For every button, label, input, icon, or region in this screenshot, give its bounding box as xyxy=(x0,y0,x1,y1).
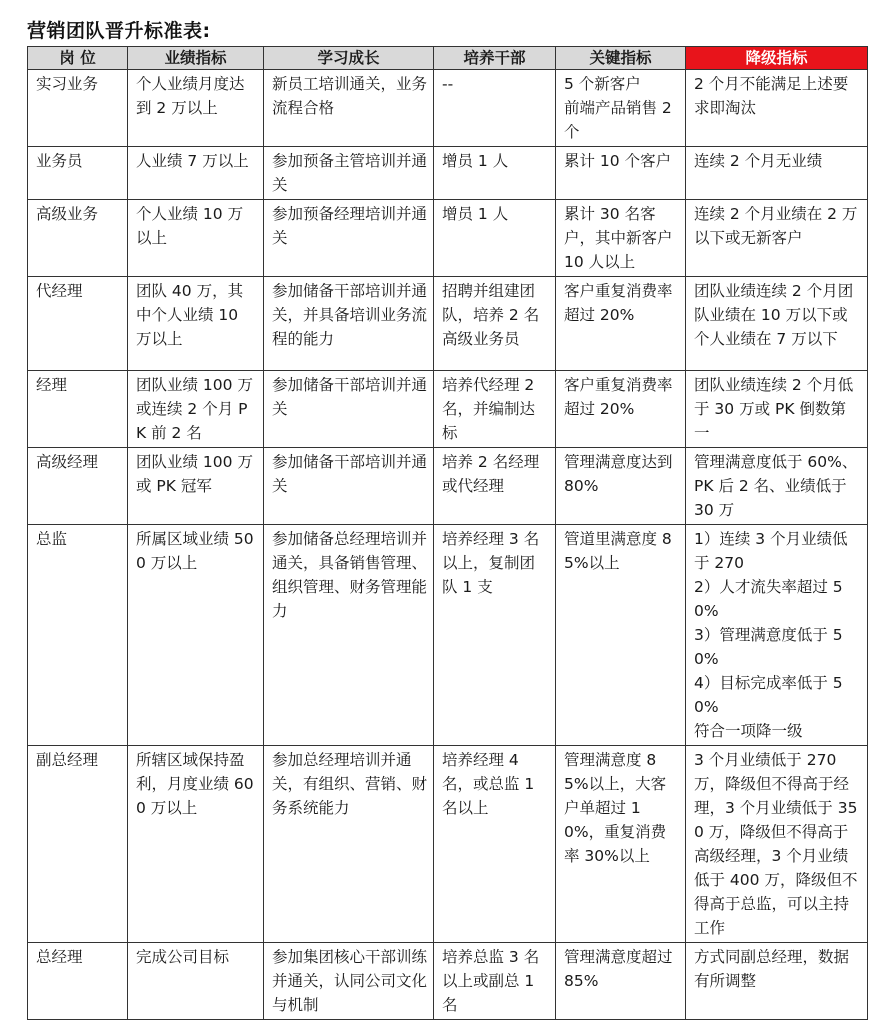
cell-cadre-training: 培养 2 名经理或代经理 xyxy=(434,448,556,525)
table-row xyxy=(28,371,868,448)
header-row xyxy=(28,47,868,70)
cell-key-metrics: 客户重复消费率超过 20% xyxy=(556,371,686,448)
cell-performance: 个人业绩月度达到 2 万以上 xyxy=(128,70,264,147)
cell-demotion: 方式同副总经理，数据有所调整 xyxy=(686,943,868,1020)
cell-cadre-training: 培养总监 3 名以上或副总 1 名 xyxy=(434,943,556,1020)
cell-key-metrics: 管理满意度 85%以上，大客户单超过 10%，重复消费率 30%以上 xyxy=(556,746,686,943)
table-row xyxy=(28,448,868,525)
cell-position: 总监 xyxy=(28,525,128,746)
cell-learning: 参加储备干部培训并通关，并具备培训业务流程的能力 xyxy=(264,277,434,371)
cell-demotion: 1）连续 3 个月业绩低于 270 2）人才流失率超过 50% 3）管理满意度低于 50% 4）目标完成率低于 50% 符合一项降一级 xyxy=(686,525,868,746)
cell-performance: 团队业绩 100 万或 PK 冠军 xyxy=(128,448,264,525)
cell-cadre-training: 培养代经理 2 名，并编制达标 xyxy=(434,371,556,448)
cell-cadre-training: 增员 1 人 xyxy=(434,147,556,200)
cell-demotion: 管理满意度低于 60%、PK 后 2 名、业绩低于 30 万 xyxy=(686,448,868,525)
cell-key-metrics: 5 个新客户 前端产品销售 2 个 xyxy=(556,70,686,147)
header-learning: 学习成长 xyxy=(264,47,434,70)
cell-performance: 个人业绩 10 万以上 xyxy=(128,200,264,277)
header-position: 岗 位 xyxy=(28,47,128,70)
table-body xyxy=(28,70,868,1020)
cell-demotion: 团队业绩连续 2 个月团队业绩在 10 万以下或个人业绩在 7 万以下 xyxy=(686,277,868,371)
cell-position: 高级业务 xyxy=(28,200,128,277)
table-row xyxy=(28,277,868,371)
cell-performance: 所属区域业绩 500 万以上 xyxy=(128,525,264,746)
cell-key-metrics: 累计 10 个客户 xyxy=(556,147,686,200)
cell-demotion: 连续 2 个月无业绩 xyxy=(686,147,868,200)
table-row xyxy=(28,70,868,147)
cell-position: 高级经理 xyxy=(28,448,128,525)
header-key-metrics: 关键指标 xyxy=(556,47,686,70)
cell-learning: 参加储备总经理培训并通关，具备销售管理、组织管理、财务管理能力 xyxy=(264,525,434,746)
cell-key-metrics: 管理满意度达到 80% xyxy=(556,448,686,525)
cell-key-metrics: 客户重复消费率超过 20% xyxy=(556,277,686,371)
table-row xyxy=(28,943,868,1020)
cell-performance: 团队 40 万，其中个人业绩 10 万以上 xyxy=(128,277,264,371)
cell-learning: 参加预备经理培训并通关 xyxy=(264,200,434,277)
cell-position: 副总经理 xyxy=(28,746,128,943)
table-row xyxy=(28,200,868,277)
cell-demotion: 2 个月不能满足上述要求即淘汰 xyxy=(686,70,868,147)
table-row xyxy=(28,746,868,943)
cell-performance: 所辖区域保持盈利，月度业绩 600 万以上 xyxy=(128,746,264,943)
cell-cadre-training: 招聘并组建团队，培养 2 名高级业务员 xyxy=(434,277,556,371)
header-cadre-training: 培养干部 xyxy=(434,47,556,70)
cell-demotion: 3 个月业绩低于 270 万，降级但不得高于经理，3 个月业绩低于 350 万，降级但不得高于高级经理，3 个月业绩低于 400 万，降级但不得高于总监，可以主持工作 xyxy=(686,746,868,943)
cell-performance: 团队业绩 100 万或连续 2 个月 PK 前 2 名 xyxy=(128,371,264,448)
cell-learning: 参加总经理培训并通关，有组织、营销、财务系统能力 xyxy=(264,746,434,943)
cell-learning: 参加储备干部培训并通关 xyxy=(264,371,434,448)
header-demotion: 降级指标 xyxy=(686,47,868,70)
cell-position: 经理 xyxy=(28,371,128,448)
cell-key-metrics: 累计 30 名客户，其中新客户 10 人以上 xyxy=(556,200,686,277)
cell-position: 代经理 xyxy=(28,277,128,371)
cell-learning: 新员工培训通关，业务流程合格 xyxy=(264,70,434,147)
cell-demotion: 连续 2 个月业绩在 2 万以下或无新客户 xyxy=(686,200,868,277)
cell-learning: 参加集团核心干部训练并通关，认同公司文化与机制 xyxy=(264,943,434,1020)
cell-demotion: 团队业绩连续 2 个月低于 30 万或 PK 倒数第一 xyxy=(686,371,868,448)
cell-cadre-training: 培养经理 3 名以上，复制团队 1 支 xyxy=(434,525,556,746)
document-title: 营销团队晋升标准表: xyxy=(27,20,211,42)
cell-position: 总经理 xyxy=(28,943,128,1020)
cell-performance: 完成公司目标 xyxy=(128,943,264,1020)
cell-key-metrics: 管理满意度超过 85% xyxy=(556,943,686,1020)
cell-cadre-training: 培养经理 4 名，或总监 1 名以上 xyxy=(434,746,556,943)
cell-learning: 参加储备干部培训并通关 xyxy=(264,448,434,525)
table-header xyxy=(28,47,868,70)
cell-learning: 参加预备主管培训并通关 xyxy=(264,147,434,200)
cell-position: 业务员 xyxy=(28,147,128,200)
cell-position: 实习业务 xyxy=(28,70,128,147)
cell-cadre-training: 增员 1 人 xyxy=(434,200,556,277)
cell-performance: 人业绩 7 万以上 xyxy=(128,147,264,200)
cell-key-metrics: 管道里满意度 85%以上 xyxy=(556,525,686,746)
promotion-standards-table xyxy=(27,46,868,1020)
table-row xyxy=(28,147,868,200)
header-performance: 业绩指标 xyxy=(128,47,264,70)
cell-cadre-training: -- xyxy=(434,70,556,147)
table-row xyxy=(28,525,868,746)
